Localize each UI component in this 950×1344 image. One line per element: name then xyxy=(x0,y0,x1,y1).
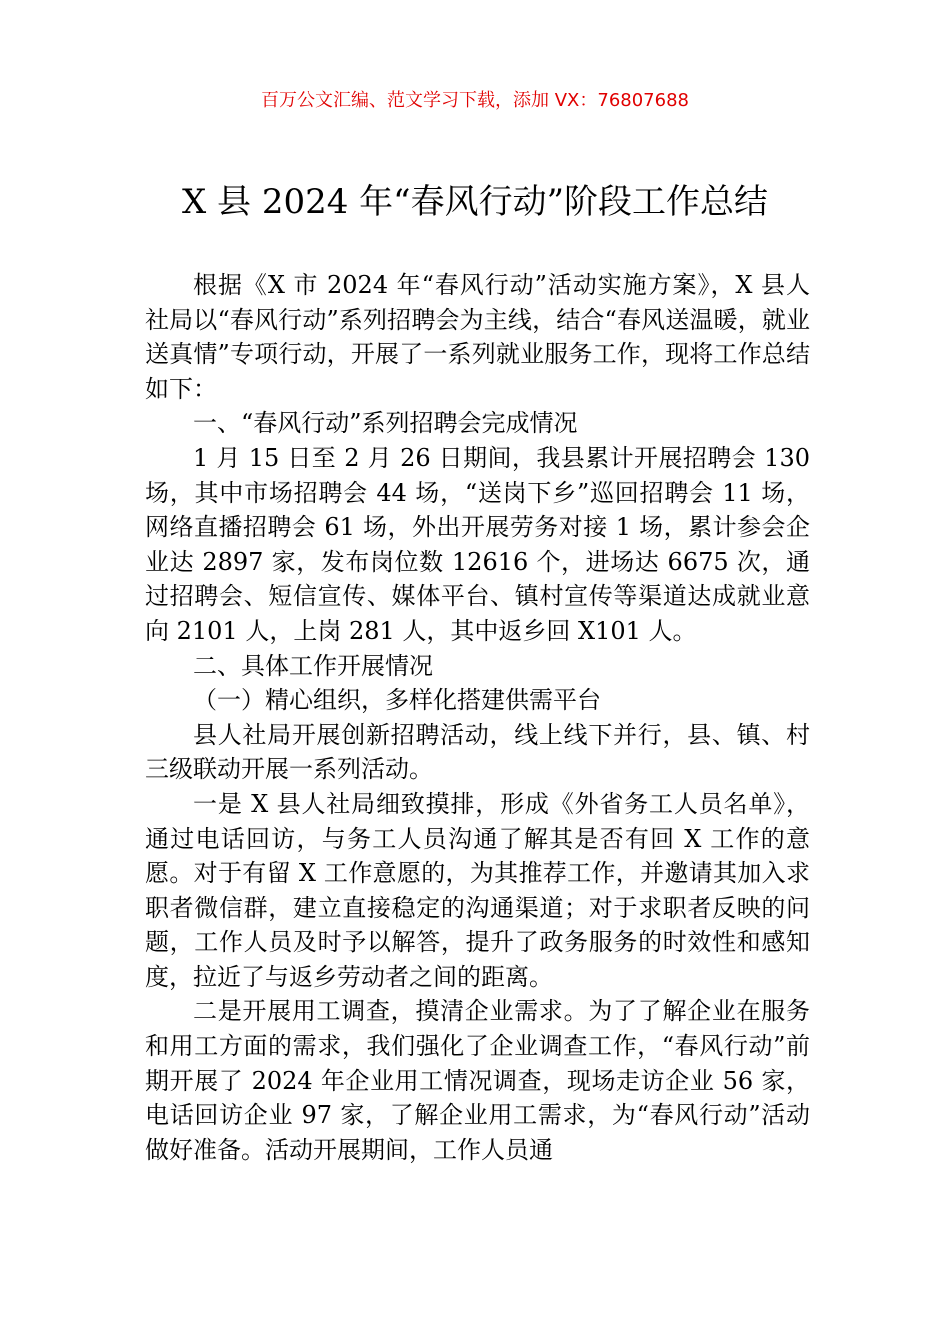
paragraph: 1 月 15 日至 2 月 26 日期间，我县累计开展招聘会 130 场，其中市场招聘会 44 场，“送岗下乡”巡回招聘会 11 场，网络直播招聘会 61 场，外出开展劳务对接 1 场，累计参会企业达 2897 家，发布岗位数 12616 个，进场达 6675 次，通过招聘会、短信宣传、媒体平台、镇村宣传等渠道达成就业意向 2101 人，上岗 281 人，其中返乡回 X101 人。 xyxy=(145,443,810,645)
paragraph: 根据《X 市 2024 年“春风行动”活动实施方案》，X 县人社局以“春风行动”系列招聘会为主线，结合“春风送温暖，就业送真情”专项行动，开展了一系列就业服务工作，现将工作总结如下： xyxy=(145,271,810,403)
header-note: 百万公文汇编、范文学习下载，添加 VX：76807688 xyxy=(261,90,689,111)
paragraph: 一是 X 县人社局细致摸排，形成《外省务工人员名单》，通过电话回访，与务工人员沟通了解其是否有回 X 工作的意愿。对于有留 X 工作意愿的，为其推荐工作，并邀请其加入求职者微信群，建立直接稳定的沟通渠道；对于求职者反映的问题，工作人员及时予以解答，提升了政务服务的时效性和感知度，拉近了与返乡劳动者之间的距离。 xyxy=(145,789,810,991)
paragraph: 二是开展用工调查，摸清企业需求。为了了解企业在服务和用工方面的需求，我们强化了企业调查工作，“春风行动”前期开展了 2024 年企业用工情况调查，现场走访企业 56 家，电话回访企业 97 家，了解企业用工需求，为“春风行动”活动做好准备。活动开展期间，工作人员通 xyxy=(145,997,810,1164)
document-title: X 县 2024 年“春风行动”阶段工作总结 xyxy=(182,182,768,222)
paragraph: 县人社局开展创新招聘活动，线上线下并行，县、镇、村三级联动开展一系列活动。 xyxy=(145,720,810,784)
document-body xyxy=(145,268,810,1167)
section-heading: 一、“春风行动”系列招聘会完成情况 xyxy=(193,409,578,438)
subsection-heading: （一）精心组织，多样化搭建供需平台 xyxy=(193,686,601,715)
section-heading: 二、具体工作开展情况 xyxy=(193,651,433,680)
